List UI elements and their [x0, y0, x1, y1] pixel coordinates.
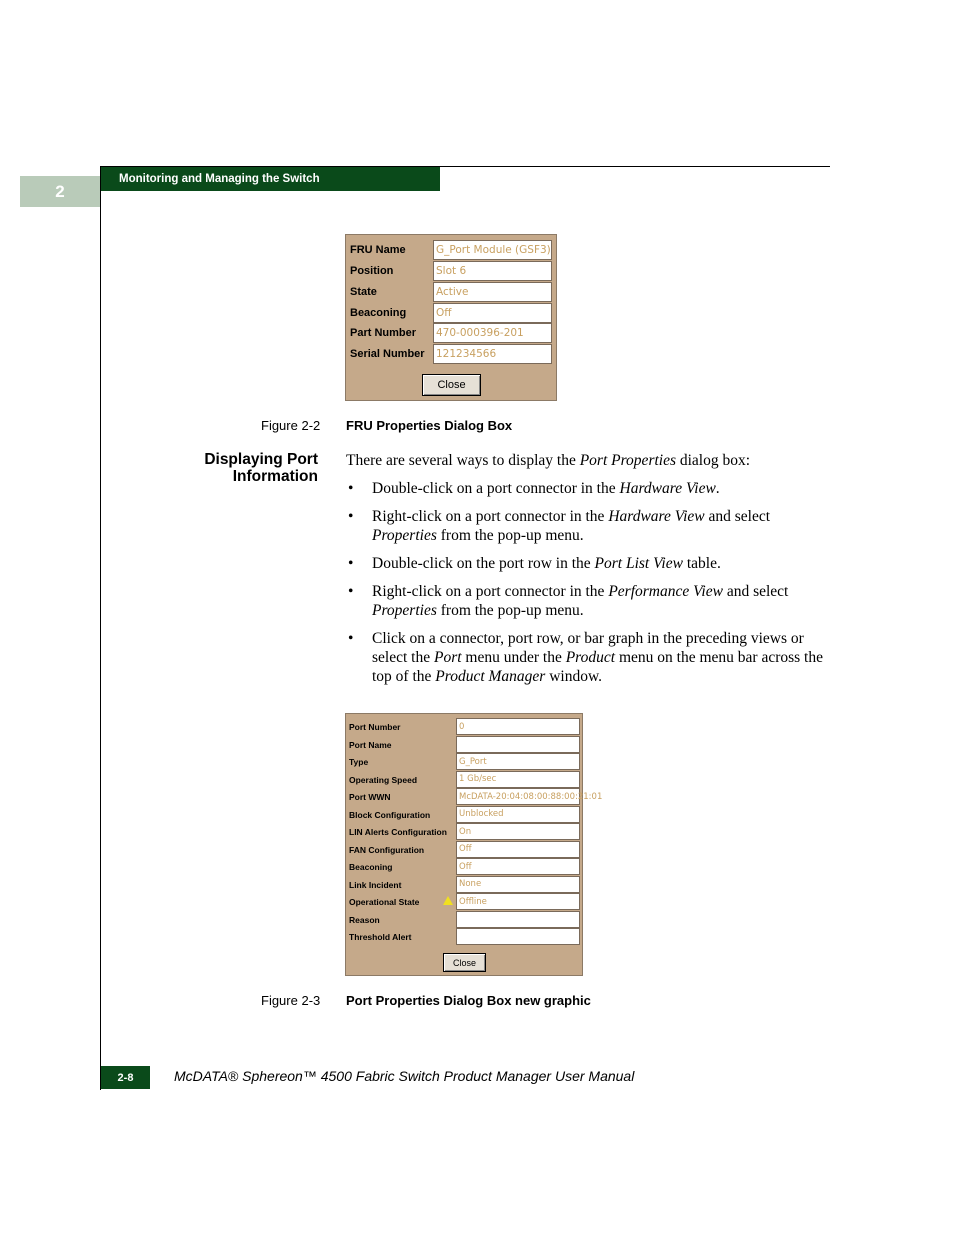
text-run: and select [722, 583, 789, 600]
fru-row-part-number [346, 323, 556, 343]
field-label: Beaconing [350, 307, 407, 319]
port-row [346, 876, 582, 893]
field-label: Part Number [350, 327, 417, 339]
field-label: Type [349, 757, 369, 767]
operational-state-field[interactable]: Offline [456, 893, 580, 910]
close-button[interactable]: Close [422, 374, 481, 396]
method-list [346, 479, 826, 695]
port-number-field[interactable]: 0 [456, 718, 580, 735]
field-label: LIN Alerts Configuration [349, 827, 447, 837]
figure-number: Figure 2-3 [261, 993, 321, 1008]
fru-properties-dialog [345, 234, 557, 401]
figure-title: FRU Properties Dialog Box [346, 418, 513, 433]
port-row [346, 771, 582, 788]
beaconing-field[interactable]: Off [456, 858, 580, 875]
field-label: Operating Speed [349, 774, 418, 785]
chapter-number: 2 [55, 181, 65, 201]
close-button[interactable]: Close [443, 953, 486, 972]
heading-line: Information [232, 468, 318, 485]
port-row [346, 736, 582, 753]
text-run: and select [704, 508, 771, 525]
text-run: There are several ways to display the [346, 452, 580, 469]
fru-row-serial-number [346, 344, 556, 364]
lin-alerts-field[interactable]: On [456, 823, 580, 840]
port-row [346, 753, 582, 770]
text-run: Right-click on a port connector in the [372, 583, 609, 600]
reason-field[interactable] [456, 911, 580, 928]
heading-line: Displaying Port [204, 451, 318, 468]
port-row [346, 841, 582, 858]
running-header [101, 167, 440, 191]
operating-speed-field[interactable]: 1 Gb/sec [456, 771, 580, 788]
fan-configuration-field[interactable]: Off [456, 841, 580, 858]
field-label: Threshold Alert [349, 932, 412, 942]
serial-number-field[interactable]: 121234566 [433, 344, 552, 364]
figure-title: Port Properties Dialog Box new graphic [346, 993, 591, 1008]
field-label: Operational State [349, 897, 420, 907]
text-run: dialog box: [676, 452, 751, 469]
text-run: Right-click on a port connector in the [372, 508, 609, 525]
fru-row-state [346, 282, 556, 302]
port-name-field[interactable] [456, 736, 580, 753]
text-run: menu on the menu bar across the top of the [372, 649, 823, 685]
emphasis: Hardware View [608, 508, 705, 525]
fru-row-position [346, 261, 556, 281]
emphasis: Port [433, 649, 462, 666]
field-label: State [350, 286, 377, 298]
list-item [346, 629, 826, 686]
field-label: Port WWN [349, 792, 391, 802]
text-run: . [715, 480, 720, 497]
field-label: Block Configuration [349, 809, 431, 820]
field-label: Port Name [349, 739, 392, 750]
port-row [346, 911, 582, 928]
text-run: from the pop-up menu. [436, 527, 584, 544]
figure-number: Figure 2-2 [261, 418, 321, 433]
text-run: Click on a connector, port row, or bar graph in the preceding views or select the [372, 630, 804, 666]
field-label: Beaconing [349, 862, 393, 872]
threshold-alert-field[interactable] [456, 928, 580, 945]
text-run: Double-click on the port row in the [372, 555, 595, 572]
fru-row-beaconing [346, 303, 556, 323]
port-row [346, 806, 582, 823]
emphasis: Product Manager [435, 668, 546, 685]
text-run: table. [682, 555, 721, 572]
footer-title: McDATA® Sphereon™ 4500 Fabric Switch Product Manager User Manual [174, 1068, 635, 1084]
emphasis: Product [565, 649, 616, 666]
field-label: Position [350, 265, 394, 277]
fru-name-field[interactable]: G_Port Module (GSF3) [433, 240, 552, 260]
position-field[interactable]: Slot 6 [433, 261, 552, 281]
intro-paragraph [346, 451, 826, 470]
port-row [346, 928, 582, 945]
field-label: Link Incident [349, 879, 402, 890]
field-label: Reason [349, 914, 380, 925]
type-field[interactable]: G_Port [456, 753, 580, 770]
block-configuration-field[interactable]: Unblocked [456, 806, 580, 823]
emphasis: Performance View [608, 583, 723, 600]
list-item [346, 582, 826, 620]
emphasis: Properties [372, 602, 437, 619]
state-field[interactable]: Active [433, 282, 552, 302]
part-number-field[interactable]: 470-000396-201 [433, 323, 552, 343]
text-run: Double-click on a port connector in the [372, 480, 620, 497]
text-run: menu under the [461, 649, 566, 666]
field-label: Serial Number [350, 348, 425, 360]
port-properties-dialog [345, 713, 603, 976]
port-row [346, 788, 603, 805]
text-run: window. [545, 668, 603, 685]
list-item [346, 507, 826, 545]
emphasis: Port List View [594, 555, 683, 572]
field-label: FAN Configuration [349, 844, 425, 855]
port-row [346, 718, 582, 735]
section-heading [204, 451, 318, 485]
port-wwn-field[interactable]: McDATA-20:04:08:00:88:00:21:01 [456, 788, 580, 805]
section-title: Monitoring and Managing the Switch [119, 173, 320, 185]
field-label: Port Number [349, 722, 401, 732]
emphasis: Hardware View [619, 480, 716, 497]
warning-icon [443, 896, 453, 905]
port-row [346, 823, 582, 840]
chapter-tab [20, 176, 100, 207]
fru-row-name [346, 240, 556, 260]
page-number: 2-8 [101, 1066, 150, 1089]
beaconing-field[interactable]: Off [433, 303, 552, 323]
emphasis: Port Properties [579, 452, 676, 469]
emphasis: Properties [372, 527, 437, 544]
field-label: FRU Name [350, 244, 406, 256]
list-item [346, 479, 826, 498]
port-row [346, 858, 582, 875]
margin-rule [100, 166, 101, 1090]
list-item [346, 554, 826, 573]
text-run: from the pop-up menu. [436, 602, 584, 619]
link-incident-field[interactable]: None [456, 876, 580, 893]
port-row [346, 893, 582, 910]
